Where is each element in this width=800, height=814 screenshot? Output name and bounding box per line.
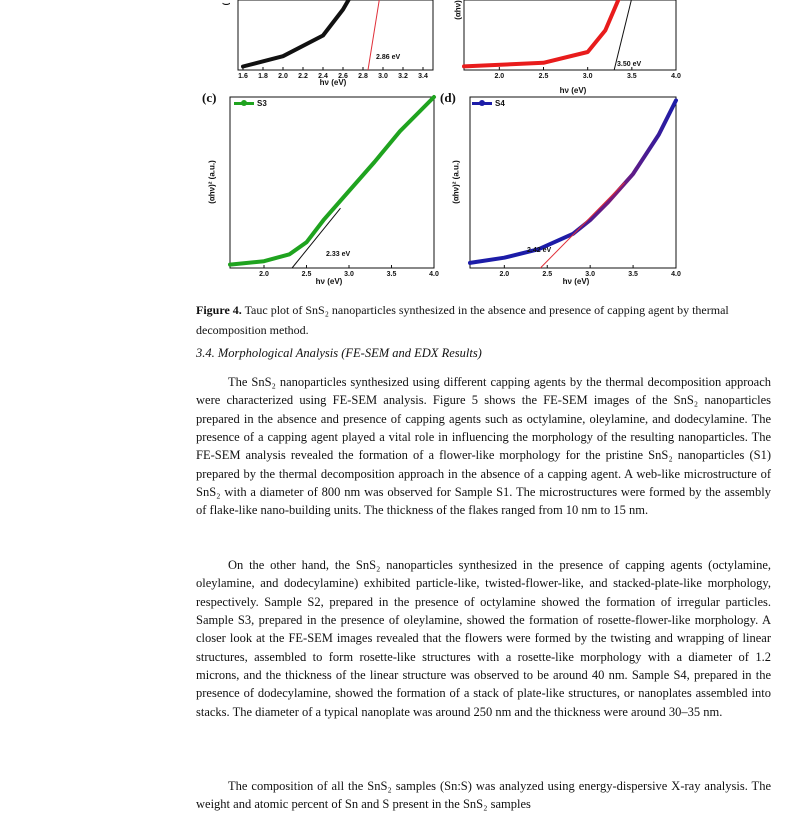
x-tick-label: 2.4 [318,73,328,80]
x-tick-label: 2.5 [542,271,553,278]
x-tick-label: 3.2 [398,73,408,80]
axes-frame [464,0,676,70]
band-gap-label-b: 3.50 eV [617,61,642,68]
figure-caption [196,300,771,340]
tauc-plot-d [440,90,685,295]
y-axis-label-a: ( [221,2,231,6]
figure-caption-text: Tauc plot of SnS₂ nanoparticles synthesized in the absence and presence of capping agent by thermal decomposition method. [196,303,729,337]
x-tick-label: 3.0 [344,271,354,278]
paragraph-3: The composition of all the SnS₂ samples (Sn:S) was analyzed using energy-dispersive X-ray analysis. The weight and atomic percent of Sn and S present in the SnS₂ samples [196,779,771,812]
band-gap-label-c: 2.33 eV [326,251,351,258]
tauc-plot-c [198,90,443,295]
x-tick-label: 3.0 [582,73,593,80]
paragraph-1: The SnS₂ nanoparticles synthesized using different capping agents by the thermal decomposition approach were characterized using FE-SEM analysis. Figure 5 shows the FE-SEM images of the SnS₂ nanoparticles prepared in the absence and presence of capping agents such as octylamine, oleylamine, and dodecylamine. The presence of a capping agent played a vital role in influencing the morphology of the resulting nanoparticles. The FE-SEM analysis revealed the formation of a flower-like morphology for the pristine SnS₂ nanoparticles (S1) prepared by the thermal decomposition approach in the absence of a capping agent. A web-like microstructure of SnS₂ with a diameter of 800 nm was observed for Sample S1. The microstructures were formed by the assembly of flake-like nano-building units. The thickness of the flakes ranged from 10 nm to 15 nm. [196,375,771,518]
legend-swatch-c [234,102,254,105]
legend-d [472,99,505,108]
x-tick-label: 4.0 [671,271,681,278]
panel-label-d: (d) [440,90,456,105]
x-tick-label: 4.0 [671,73,681,80]
x-tick-label: 2.8 [358,73,368,80]
y-axis-label-d: (αhν)² (a.u.) [451,160,461,204]
x-tick-label: 3.5 [628,271,638,278]
tauc-fit-line [540,183,624,269]
x-axis-label-c: hν (eV) [315,277,343,286]
panel-label-c: (c) [202,90,217,105]
x-tick-label: 1.8 [258,73,268,80]
x-tick-label: 1.6 [238,73,248,80]
figure-caption-label: Figure 4. [196,303,242,317]
legend-c [234,99,267,108]
x-axis-label-b: hν (eV) [559,86,587,95]
data-curve [470,100,676,263]
x-tick-label: 2.2 [298,73,308,80]
chart-panel-c [198,90,443,295]
x-tick-label: 2.0 [278,73,288,80]
chart-panel-b [452,0,681,100]
x-tick-label: 2.0 [499,271,510,278]
legend-label-d: S4 [495,99,505,108]
chart-panel-a [218,0,438,100]
x-tick-label: 3.0 [585,271,596,278]
tauc-plot-b [452,0,677,100]
x-tick-label: 2.5 [538,73,549,80]
axes-frame [470,97,676,268]
x-tick-label: 2.6 [338,73,348,80]
x-tick-label: 4.0 [429,271,439,278]
tauc-fit-line [614,0,654,70]
x-tick-label: 2.0 [259,271,269,278]
x-axis-label-d: hν (eV) [562,277,590,286]
band-gap-label-d: 2.42 eV [527,247,552,254]
data-curve [230,97,434,265]
y-axis-label-c: (αhν)² (a.u.) [207,160,217,204]
x-tick-label: 2.0 [494,73,505,80]
tauc-fit-line [292,208,340,268]
x-tick-label: 3.5 [386,271,397,278]
legend-label-c: S3 [257,99,267,108]
paragraph-2: On the other hand, the SnS₂ nanoparticles synthesized in the presence of capping agents (octylamine, oleylamine, and dodecylamine) exhibited particle-like, twisted-flower-like, and stacked-plate-like morphology, respectively. Sample S2, prepared in the presence of octylamine showed the formation of irregular particles. Sample S3, prepared in the presence of oleylamine, showed the formation of rosette-flower-like morphology. A closer look at the FE-SEM images revealed that the flowers were formed by the twisting and wrapping of linear structures, assembled to form rosette-like structures with a rosette-like morphology with a diameter of 1.2 microns, and the thickness of the linear structure was observed to be around 40 nm. Sample S4, prepared in the presence of dodecylamine, showed the formation of a stack of plate-like structures, or nanoplates assembled into stacks. The diameter of a typical nanoplate was around 250 nm and the thickness were around 30–35 nm. [196,558,771,719]
chart-panel-d [440,90,685,295]
band-gap-label-a: 2.86 eV [376,54,401,61]
x-tick-label: 3.4 [418,73,428,80]
x-tick-label: 3.5 [626,73,637,80]
x-tick-label: 3.0 [378,73,388,80]
y-axis-label-b: (αhν) [453,0,463,20]
legend-swatch-d [472,102,492,105]
section-heading: 3.4. Morphological Analysis (FE-SEM and EDX Results) [196,346,482,360]
x-tick-label: 2.5 [301,271,312,278]
x-axis-label-a: hν (eV) [319,78,347,87]
axes-frame [230,97,434,268]
